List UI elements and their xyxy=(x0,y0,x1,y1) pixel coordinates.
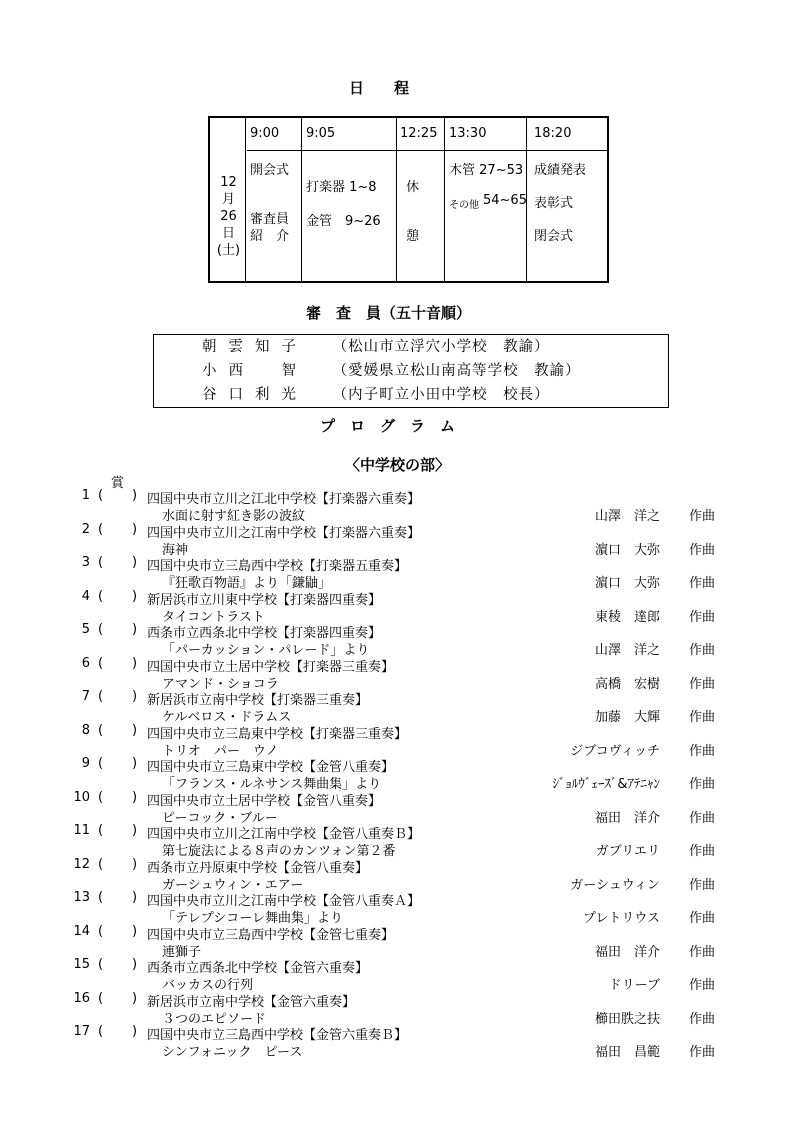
entry-piece: 「フランス・ルネサンス舞曲集」より xyxy=(162,777,382,792)
time-1225: 12:25 xyxy=(400,126,438,141)
entry-piece: ガーシュウィン・エアー xyxy=(162,877,304,893)
entry-piece: アマンド・ショコラ xyxy=(162,676,279,692)
entry-school: 四国中央市立土居中学校【金管八重奏】 xyxy=(147,793,382,809)
time-905: 9:05 xyxy=(306,126,336,141)
entry-school: 四国中央市立土居中学校【打楽器三重奏】 xyxy=(147,659,395,675)
award-blank-close: ) xyxy=(132,756,138,771)
award-header: 賞 xyxy=(111,476,125,491)
entry-piece: 海神 xyxy=(162,542,189,558)
award-blank-close: ) xyxy=(132,1024,138,1039)
opening-ceremony: 開会式 xyxy=(250,163,290,178)
entry-role: 作曲 xyxy=(689,944,716,960)
entry-number: 12 xyxy=(73,856,90,872)
other-range: 54~65 xyxy=(483,193,527,208)
entry-composer: 加藤 大輝 xyxy=(594,710,660,725)
entry-composer: ガーシュウィン xyxy=(570,877,660,893)
percussion-range: 打楽器 1~8 xyxy=(306,180,377,195)
award-blank-close: ) xyxy=(132,990,138,1006)
judge-row xyxy=(202,384,550,406)
award-blank-open: ( xyxy=(98,990,104,1006)
entry-role: 作曲 xyxy=(689,1045,716,1060)
entry-role: 作曲 xyxy=(689,576,716,591)
entry-piece: ３つのエピソード xyxy=(162,1011,267,1027)
award-blank-open: ( xyxy=(98,622,104,637)
award-blank-close: ) xyxy=(132,722,138,738)
judge-name: 谷口利光 xyxy=(202,387,308,403)
entry-piece: タイコントラスト xyxy=(162,609,265,625)
award-blank-open: ( xyxy=(98,521,104,537)
entry-composer: 濵口 大弥 xyxy=(594,576,660,591)
award-blank-open: ( xyxy=(98,689,104,704)
award-blank-open: ( xyxy=(98,890,104,905)
entry-composer: 山澤 洋之 xyxy=(594,509,660,524)
award-blank-open: ( xyxy=(98,923,104,939)
entry-composer: ガブリエリ xyxy=(595,844,660,859)
entry-composer: 東稜 達郎 xyxy=(594,609,660,625)
date-day-num: 26 xyxy=(220,209,237,224)
schedule-title: 日 程 xyxy=(349,79,410,97)
judges-title: 審 査 員（五十音順） xyxy=(306,304,472,322)
judge-row xyxy=(202,336,550,358)
award-blank-close: ) xyxy=(132,957,138,972)
entry-role: 作曲 xyxy=(689,643,716,658)
entry-composer: ドリーブ xyxy=(608,978,660,993)
entry-number: 17 xyxy=(73,1024,90,1039)
entry-school: 新居浜市立南中学校【打楽器三重奏】 xyxy=(147,693,369,708)
entry-piece: 水面に射す紅き影の波紋 xyxy=(162,509,306,524)
entry-role: 作曲 xyxy=(689,911,716,926)
entry-role: 作曲 xyxy=(689,509,716,524)
entry-composer: プレトリウス xyxy=(582,911,660,926)
entry-school: 新居浜市立川東中学校【打楽器四重奏】 xyxy=(147,592,382,608)
entry-composer: 福田 昌範 xyxy=(594,1045,660,1060)
date-day: 日 xyxy=(221,226,235,241)
entry-school: 四国中央市立三島西中学校【金管六重奏Ｂ】 xyxy=(147,1028,408,1043)
award-blank-open: ( xyxy=(98,555,104,570)
entry-role: 作曲 xyxy=(689,676,716,692)
entry-composer: ｼﾞｮﾙｳﾞｪｰｽﾞ&ｱﾃﾆｬﾝ xyxy=(552,777,660,792)
brass-range: 金管 9~26 xyxy=(306,214,381,229)
entry-school: 四国中央市立川之江北中学校【打楽器六重奏】 xyxy=(147,492,421,507)
entry-number: 6 xyxy=(81,655,90,671)
break-char-1: 休 xyxy=(406,180,420,195)
award-blank-open: ( xyxy=(98,789,104,805)
section-title: 〈中学校の部〉 xyxy=(345,456,451,474)
judge-name: 朝雲知子 xyxy=(202,339,308,355)
award-blank-open: ( xyxy=(98,655,104,671)
entry-role: 作曲 xyxy=(689,877,716,893)
other-label: その他 xyxy=(449,200,479,211)
award-blank-close: ) xyxy=(132,521,138,537)
entry-school: 新居浜市立南中学校【金管六重奏】 xyxy=(147,994,356,1010)
date-column xyxy=(210,174,247,259)
entry-piece: 「テレプシコーレ舞曲集」より xyxy=(162,911,343,926)
entry-piece: 「パーカッション・パレード」より xyxy=(162,643,370,658)
award-blank-close: ) xyxy=(132,555,138,570)
entry-role: 作曲 xyxy=(689,844,716,859)
entry-school: 四国中央市立川之江南中学校【打楽器六重奏】 xyxy=(147,525,421,541)
entry-composer: ジブコヴィッチ xyxy=(570,743,660,759)
entry-role: 作曲 xyxy=(689,777,716,792)
woodwind-range: 木管 27~53 xyxy=(449,163,524,178)
entry-role: 作曲 xyxy=(689,978,716,993)
judges-intro-2: 紹 介 xyxy=(250,229,290,244)
award-blank-close: ) xyxy=(132,923,138,939)
time-900: 9:00 xyxy=(250,126,280,141)
judge-affiliation: （内子町立小田中学校 校長） xyxy=(332,387,550,403)
entry-piece: トリオ パー ウノ xyxy=(162,743,279,759)
entry-piece: 連獅子 xyxy=(162,944,202,960)
entry-composer: 櫛田胅之扶 xyxy=(594,1011,660,1027)
entry-piece: ケルベロス・ドラムス xyxy=(162,710,292,725)
award-blank-open: ( xyxy=(98,856,104,872)
entry-school: 四国中央市立川之江南中学校【金管八重奏Ｂ】 xyxy=(147,827,421,842)
entry-number: 5 xyxy=(81,622,90,637)
program-title: プ ロ グ ラ ム xyxy=(320,417,456,435)
entry-number: 13 xyxy=(73,890,90,905)
entry-number: 7 xyxy=(81,689,90,704)
award-blank-open: ( xyxy=(98,488,104,503)
entry-number: 15 xyxy=(73,957,90,972)
award-blank-close: ) xyxy=(132,856,138,872)
entry-composer: 高橋 宏樹 xyxy=(594,676,660,692)
award-blank-close: ) xyxy=(132,789,138,805)
entry-number: 8 xyxy=(81,722,90,738)
entry-school: 四国中央市立川之江南中学校【金管八重奏Ａ】 xyxy=(147,894,421,909)
entry-number: 16 xyxy=(73,990,90,1006)
award-blank-open: ( xyxy=(98,1024,104,1039)
award-blank-open: ( xyxy=(98,588,104,604)
judges-intro-1: 審査員 xyxy=(250,212,290,227)
award-blank-close: ) xyxy=(132,588,138,604)
judge-affiliation: （松山市立浮穴小学校 教諭） xyxy=(332,339,550,355)
results-announcement: 成績発表 xyxy=(534,163,587,178)
award-blank-open: ( xyxy=(98,756,104,771)
entry-school: 四国中央市立三島東中学校【金管八重奏】 xyxy=(147,760,395,775)
judge-row xyxy=(202,360,581,382)
award-blank-close: ) xyxy=(132,655,138,671)
entry-school: 四国中央市立三島東中学校【打楽器三重奏】 xyxy=(147,726,408,742)
award-blank-close: ) xyxy=(132,823,138,838)
date-month: 月 xyxy=(221,192,235,207)
entry-number: 1 xyxy=(81,488,90,503)
entry-number: 14 xyxy=(73,923,90,939)
break-char-2: 憩 xyxy=(406,229,420,244)
judges-box xyxy=(153,334,669,408)
time-1820: 18:20 xyxy=(534,126,572,141)
entry-composer: 福田 洋介 xyxy=(594,944,660,960)
entry-role: 作曲 xyxy=(689,1011,716,1027)
entry-school: 四国中央市立三島西中学校【打楽器五重奏】 xyxy=(147,559,408,574)
entry-role: 作曲 xyxy=(689,743,716,759)
entry-piece: シンフォニック ピース xyxy=(162,1045,303,1060)
entry-composer: 濵口 大弥 xyxy=(594,542,660,558)
date-weekday: (土) xyxy=(216,243,241,258)
entry-role: 作曲 xyxy=(689,810,716,826)
judge-name: 小西 智 xyxy=(202,363,308,379)
entry-number: 2 xyxy=(81,521,90,537)
entry-number: 3 xyxy=(81,555,90,570)
award-blank-open: ( xyxy=(98,823,104,838)
entry-school: 四国中央市立三島西中学校【金管七重奏】 xyxy=(147,927,395,943)
date-month-num: 12 xyxy=(220,175,237,190)
time-1330: 13:30 xyxy=(449,126,487,141)
entry-number: 11 xyxy=(73,823,90,838)
award-blank-open: ( xyxy=(98,722,104,738)
entry-number: 4 xyxy=(81,588,90,604)
award-ceremony: 表彰式 xyxy=(534,196,574,211)
schedule-table xyxy=(208,116,609,283)
entry-number: 10 xyxy=(73,789,90,805)
entry-school: 西条市立西条北中学校【金管六重奏】 xyxy=(147,961,369,976)
entry-role: 作曲 xyxy=(689,609,716,625)
entry-piece: 『狂歌百物語』より「鎌鼬」 xyxy=(162,576,332,591)
entry-role: 作曲 xyxy=(689,710,716,725)
entry-piece: 第七旋法による８声のカンツォン第２番 xyxy=(162,844,396,859)
entry-number: 9 xyxy=(81,756,90,771)
entry-composer: 山澤 洋之 xyxy=(594,643,660,658)
entry-piece: バッカスの行列 xyxy=(162,978,254,993)
judge-affiliation: （愛媛県立松山南高等学校 教諭） xyxy=(332,363,581,379)
award-blank-close: ) xyxy=(132,488,138,503)
award-blank-close: ) xyxy=(132,689,138,704)
award-blank-open: ( xyxy=(98,957,104,972)
award-blank-close: ) xyxy=(132,890,138,905)
entry-school: 西条市立西条北中学校【打楽器四重奏】 xyxy=(147,626,382,641)
entry-composer: 福田 洋介 xyxy=(594,810,660,826)
entry-piece: ピーコック・ブルー xyxy=(162,810,278,826)
entry-role: 作曲 xyxy=(689,542,716,558)
entry-school: 西条市立丹原東中学校【金管八重奏】 xyxy=(147,860,369,876)
closing-ceremony: 閉会式 xyxy=(534,229,574,244)
award-blank-close: ) xyxy=(132,622,138,637)
